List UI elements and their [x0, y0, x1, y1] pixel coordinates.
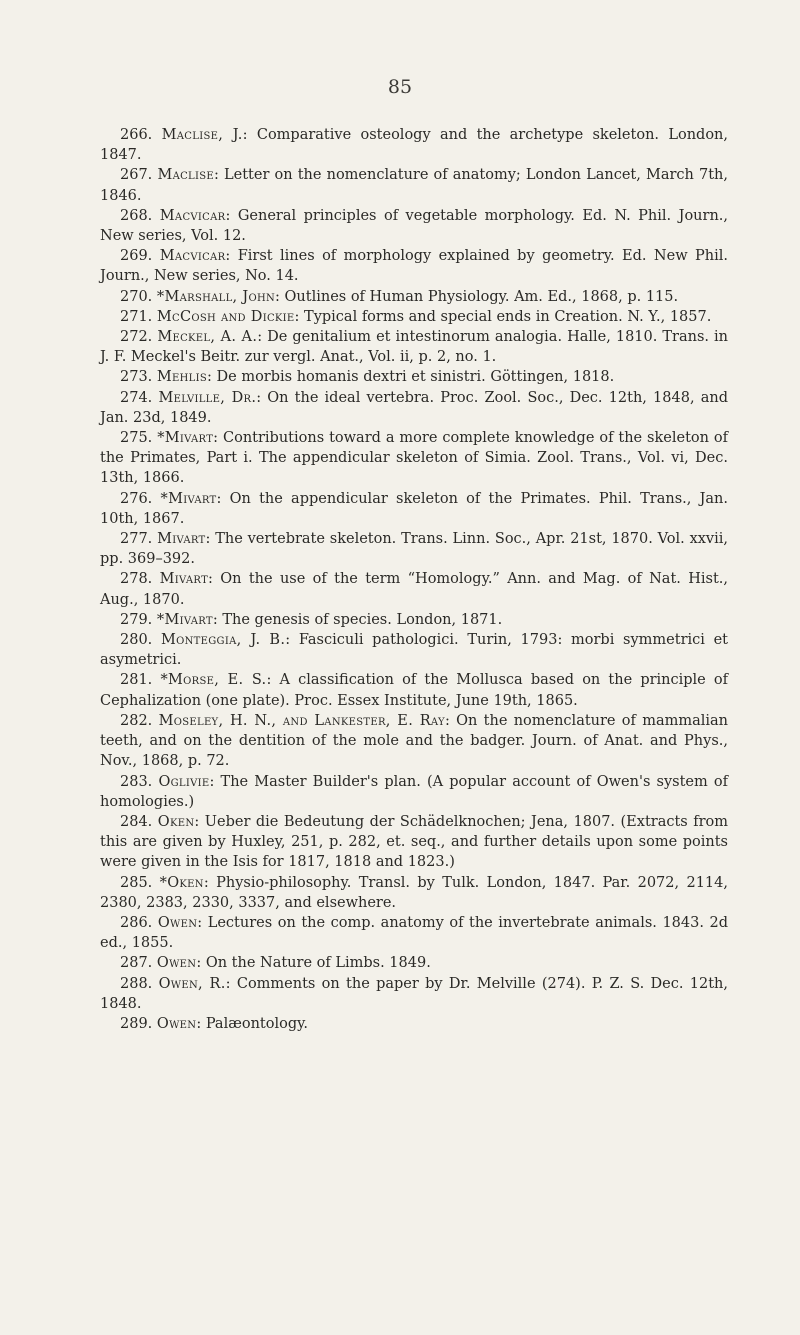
entry-text: : Comments on the paper by Dr. Melville (274). P. Z. S. Dec. 12th, 1848.	[100, 975, 728, 1012]
bibliography-entry	[100, 307, 728, 327]
bibliography-entry	[100, 974, 728, 1014]
entry-author: Monteggia, J. B.	[160, 632, 286, 649]
entry-text: : On the appendicular skeleton of the Primates. Phil. Trans., Jan. 10th, 1867.	[100, 490, 729, 527]
entry-number: 278.	[120, 571, 153, 588]
entry-author: Macvicar	[159, 248, 226, 265]
entry-text: : A classification of the Mollusca based on the principle of Cephalization (one plate). Proc. Essex Institute, June 19th, 1865.	[100, 672, 729, 709]
entry-number: 286.	[120, 914, 153, 931]
entry-text: : The vertebrate skeleton. Trans. Linn. Soc., Apr. 21st, 1870. Vol. xxvii, pp. 369–392.	[100, 531, 728, 568]
entry-text: : The genesis of species. London, 1871.	[212, 611, 503, 628]
entry-text: : Contributions toward a more complete knowledge of the skeleton of the Primates, Part i. The appendicular skeleton of Simia. Zool. Trans., Vol. vi, Dec. 13th, 1866.	[100, 430, 729, 487]
bibliography-entry	[100, 388, 728, 428]
entry-author: Oken	[157, 813, 195, 830]
bibliography-entry	[100, 610, 728, 630]
entry-number: 279.	[120, 611, 153, 628]
entry-number: 287.	[120, 955, 153, 972]
entry-author: Owen	[156, 1015, 197, 1032]
entry-text: : General principles of vegetable morphology. Ed. N. Phil. Journ., New series, Vol. 12.	[100, 207, 728, 245]
entry-text: : On the Nature of Limbs. 1849.	[196, 955, 431, 972]
bibliography-entry	[100, 913, 728, 953]
bibliography-list	[100, 125, 728, 1034]
entry-author: *Mivart	[156, 611, 213, 628]
bibliography-entry	[100, 125, 728, 165]
entry-author: Owen, R.	[158, 975, 226, 992]
entry-number: 267.	[120, 167, 153, 184]
bibliography-entry	[100, 489, 728, 529]
entry-number: 268.	[120, 207, 153, 224]
entry-author: McCosh and Dickie	[156, 308, 295, 325]
entry-author: *Mivart	[157, 430, 214, 447]
entry-author: Owen	[157, 914, 198, 931]
entry-number: 284.	[120, 813, 153, 830]
entry-text: : De morbis homanis dextri et sinistri. Göttingen, 1818.	[207, 369, 615, 386]
entry-text: : Letter on the nomenclature of anatomy; London Lancet, March 7th, 1846.	[100, 167, 729, 204]
entry-number: 285.	[120, 874, 153, 891]
entry-number: 280.	[120, 632, 153, 649]
entry-author: Mivart	[157, 531, 206, 548]
bibliography-entry	[100, 428, 728, 489]
entry-number: 283.	[120, 773, 153, 790]
bibliography-entry	[100, 953, 728, 973]
bibliography-entry	[100, 812, 728, 873]
bibliography-entry	[100, 670, 728, 710]
entry-text: : The Master Builder's plan. (A popular account of Owen's system of homologies.)	[100, 773, 729, 810]
page-number: 85	[387, 76, 413, 98]
entry-author: Oglivie	[158, 773, 210, 790]
entry-author: Mehlis	[156, 369, 208, 386]
bibliography-entry	[100, 327, 728, 367]
entry-number: 281.	[120, 672, 153, 689]
entry-text: : De genitalium et intestinorum analogia. Halle, 1810. Trans. in J. F. Meckel's Beitr. zur vergl. Anat., Vol. ii, p. 2, no. 1.	[100, 329, 728, 366]
bibliography-entry	[100, 1014, 728, 1034]
entry-text: : Fasciculi pathologici. Turin, 1793: morbi symmetrici et asymetrici.	[100, 632, 728, 669]
entry-number: 270.	[120, 288, 153, 305]
entry-author: Melville, Dr.	[158, 389, 257, 406]
entry-number: 277.	[120, 531, 153, 548]
entry-text: : Physio-philosophy. Transl. by Tulk. London, 1847. Par. 2072, 2114, 2380, 2383, 2330, 3337, and elsewhere.	[100, 874, 728, 911]
bibliography-entry	[100, 711, 728, 772]
entry-text: : On the use of the term “Homology.” Ann. and Mag. of Nat. Hist., Aug., 1870.	[100, 571, 728, 608]
bibliography-entry	[100, 630, 728, 670]
bibliography-entry	[100, 367, 728, 387]
entry-author: *Marshall, John	[156, 288, 276, 305]
entry-number: 276.	[120, 490, 153, 507]
bibliography-entry	[100, 873, 728, 913]
bibliography-entry	[100, 529, 728, 569]
entry-text: : Lectures on the comp. anatomy of the invertebrate animals. 1843. 2d ed., 1855.	[100, 914, 729, 952]
entry-author: Maclise, J.	[161, 127, 243, 143]
entry-text: : Typical forms and special ends in Creation. N. Y., 1857.	[294, 308, 712, 325]
entry-number: 273.	[120, 369, 153, 386]
bibliography-entry	[100, 772, 728, 812]
entry-author: Maclise	[157, 167, 214, 184]
entry-author: *Mivart	[160, 490, 217, 507]
entry-text: : First lines of morphology explained by geometry. Ed. New Phil. Journ., New series, No. 14.	[100, 248, 728, 285]
entry-author: Meckel, A. A.	[157, 329, 258, 346]
entry-author: Moseley, H. N., and Lankester, E. Ray	[158, 712, 445, 729]
entry-author: Macvicar	[159, 207, 226, 224]
entry-number: 275.	[120, 430, 153, 447]
entry-number: 272.	[120, 329, 153, 346]
bibliography-entry	[100, 246, 728, 286]
bibliography-entry	[100, 569, 728, 609]
bibliography-entry	[100, 165, 728, 205]
entry-text: : On the nomenclature of mammalian teeth, and on the dentition of the mole and the badger. Journ. of Anat. and Phys., Nov., 1868, p. 72.	[100, 712, 729, 770]
entry-text: : Ueber die Bedeutung der Schädelknochen; Jena, 1807. (Extracts from this are given by Huxley, 251, p. 282, et. seq., and further details upon some points were given in the Isis for 1817, 1818 and 1823.)	[100, 813, 729, 871]
entry-number: 271.	[120, 308, 153, 325]
entry-author: Owen	[156, 955, 197, 972]
entry-text: : Comparative osteology and the archetype skeleton. London, 1847.	[100, 127, 729, 164]
entry-number: 266.	[120, 127, 153, 143]
entry-text: : Outlines of Human Physiology. Am. Ed., 1868, p. 115.	[275, 288, 679, 305]
entry-text: : Palæontology.	[196, 1015, 308, 1032]
entry-author: *Morse, E. S.	[160, 672, 267, 689]
bibliography-entry	[100, 287, 728, 307]
entry-author: *Oken	[159, 874, 204, 891]
entry-number: 288.	[120, 975, 153, 992]
entry-author: Mivart	[159, 571, 209, 588]
entry-number: 274.	[120, 389, 153, 406]
bibliography-entry	[100, 206, 728, 246]
entry-number: 289.	[120, 1015, 153, 1032]
entry-number: 282.	[120, 712, 153, 729]
entry-text: : On the ideal vertebra. Proc. Zool. Soc., Dec. 12th, 1848, and Jan. 23d, 1849.	[100, 389, 728, 426]
entry-number: 269.	[120, 248, 153, 265]
